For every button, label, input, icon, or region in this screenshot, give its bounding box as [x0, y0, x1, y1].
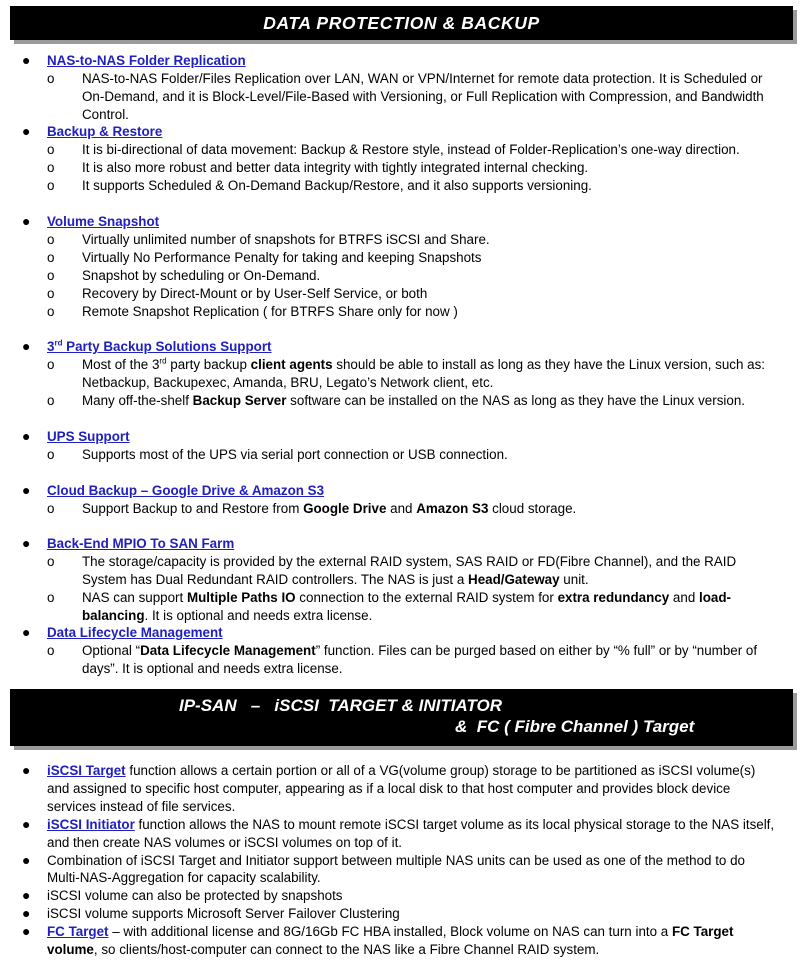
list-item: Virtually unlimited number of snapshots for BTRFS iSCSI and Share. — [82, 231, 490, 247]
list-item: It is bi-directional of data movement: Backup & Restore style, instead of Folder-Replication’s one-way direction. — [82, 141, 740, 157]
bullet-icon: ● — [22, 338, 31, 354]
list-item: iSCSI volume can also be protected by snapshots — [47, 888, 343, 904]
sub-bullet-icon: o — [47, 249, 55, 265]
bullet-icon: ● — [22, 123, 31, 139]
bullet-icon: ● — [22, 624, 31, 640]
link-ups-support[interactable]: UPS Support — [47, 429, 130, 444]
list-item: Many off-the-shelf Backup Server software can be installed on the NAS as long as they have the Linux version. — [82, 392, 745, 408]
list-item: Remote Snapshot Replication ( for BTRFS Share only for now ) — [82, 303, 458, 319]
section-volume-snapshot — [0, 213, 800, 320]
link-iscsi-target[interactable]: iSCSI Target — [47, 763, 126, 778]
link-volume-snapshot[interactable]: Volume Snapshot — [47, 214, 160, 229]
sub-bullet-icon: o — [47, 446, 55, 462]
sub-bullet-icon: o — [47, 177, 55, 193]
list-item: NAS can support Multiple Paths IO connection to the external RAID system for extra redundancy and load-balancing. It is optional and needs extra license. — [82, 589, 731, 623]
sub-bullet-icon: o — [47, 231, 55, 247]
bullet-icon: ● — [22, 428, 31, 444]
link-nas-replication[interactable]: NAS-to-NAS Folder Replication — [47, 53, 246, 68]
section-banner-data-protection — [10, 6, 793, 40]
section-nas-replication — [0, 52, 800, 124]
link-third-party[interactable]: 3rd Party Backup Solutions Support — [47, 338, 272, 354]
list-item: function allows the NAS to mount remote iSCSI target volume as its local physical storage to the NAS itself, and then create NAS volumes or iSCSI volumes on top of it. — [47, 816, 775, 850]
section-mpio — [0, 535, 800, 625]
list-item: It is also more robust and better data integrity with tightly integrated internal checking. — [82, 159, 589, 175]
bullet-icon: ● — [22, 851, 31, 868]
list-item: The storage/capacity is provided by the external RAID system, SAS RAID or FD(Fibre Channel), and the RAID System has Dual Redundant RAID controllers. The NAS is just a Head/Gateway unit. — [82, 553, 737, 587]
bullet-icon: ● — [22, 923, 31, 940]
sub-bullet-icon: o — [47, 356, 55, 372]
list-item: function allows a certain portion or all of a VG(volume group) storage to be partitioned as iSCSI volume(s) and assigned to specific host computer, appearing as if a local disk to that host computer and provides block device services instead of file services. — [47, 763, 756, 814]
section-banner-ip-san — [10, 689, 793, 746]
list-item: Virtually No Performance Penalty for taking and keeping Snapshots — [82, 249, 482, 265]
bullet-icon: ● — [22, 535, 31, 551]
link-mpio[interactable]: Back-End MPIO To SAN Farm — [47, 536, 235, 551]
bullet-icon: ● — [22, 482, 31, 498]
link-cloud-backup[interactable]: Cloud Backup – Google Drive & Amazon S3 — [47, 483, 325, 498]
sub-bullet-icon: o — [47, 500, 55, 516]
list-item: Optional “Data Lifecycle Management” function. Files can be purged based on either by “% full” or by “number of days”. It is optional and needs extra license. — [82, 642, 758, 676]
sub-bullet-icon: o — [47, 159, 55, 175]
banner-title-line2: & FC ( Fibre Channel ) Target — [455, 717, 695, 736]
bullet-icon: ● — [22, 887, 31, 904]
sub-bullet-icon: o — [47, 303, 55, 319]
list-item: iSCSI volume supports Microsoft Server Failover Clustering — [47, 906, 400, 922]
list-item: Most of the 3rd party backup client agents should be able to install as long as they have the Linux version, such as: Netbackup, Backupexec, Amanda, BRU, Legato’s Network client, etc. — [82, 356, 766, 390]
sub-bullet-icon: o — [47, 285, 55, 301]
list-item: – with additional license and 8G/16Gb FC HBA installed, Block volume on NAS can turn into a FC Target volume, so clients/host-computer can connect to the NAS like a Fibre Channel RAID system. — [47, 924, 734, 958]
bullet-icon: ● — [22, 905, 31, 922]
section-ups — [0, 428, 800, 464]
sub-bullet-icon: o — [47, 141, 55, 157]
list-item: Support Backup to and Restore from Google Drive and Amazon S3 cloud storage. — [82, 500, 577, 516]
sub-bullet-icon: o — [47, 392, 55, 408]
link-backup-restore[interactable]: Backup & Restore — [47, 124, 163, 139]
section-third-party — [0, 338, 800, 410]
list-item: It supports Scheduled & On-Demand Backup/Restore, and it also supports versioning. — [82, 177, 592, 193]
bullet-icon: ● — [22, 815, 31, 832]
list-item: NAS-to-NAS Folder/Files Replication over LAN, WAN or VPN/Internet for remote data protection. It is Scheduled or On-Demand, and it is Block-Level/File-Based with Versioning, or Full Replication with Compression, and Bandwidth Control. — [82, 70, 764, 122]
list-item: Supports most of the UPS via serial port connection or USB connection. — [82, 446, 508, 462]
bullet-icon: ● — [22, 213, 31, 229]
list-item: Combination of iSCSI Target and Initiator support between multiple NAS units can be used as one of the method to do Multi-NAS-Aggregation for capacity scalability. — [47, 852, 745, 886]
section-data-lifecycle — [0, 624, 800, 678]
sub-bullet-icon: o — [47, 553, 55, 569]
banner-title-line1: IP-SAN – iSCSI TARGET & INITIATOR — [179, 696, 503, 715]
sub-bullet-icon: o — [47, 589, 55, 605]
link-fc-target[interactable]: FC Target — [47, 924, 109, 940]
link-iscsi-initiator[interactable]: iSCSI Initiator — [47, 816, 135, 832]
bullet-icon: ● — [22, 52, 31, 68]
bullet-icon: ● — [22, 762, 31, 778]
section-ip-san-list — [0, 762, 800, 959]
section-backup-restore — [0, 123, 800, 195]
sub-bullet-icon: o — [47, 70, 55, 86]
sub-bullet-icon: o — [47, 642, 55, 658]
banner-title: DATA PROTECTION & BACKUP — [263, 13, 540, 33]
sub-bullet-icon: o — [47, 267, 55, 283]
section-cloud-backup — [0, 482, 800, 518]
link-data-lifecycle[interactable]: Data Lifecycle Management — [47, 625, 223, 640]
list-item: Snapshot by scheduling or On-Demand. — [82, 267, 321, 283]
list-item: Recovery by Direct-Mount or by User-Self Service, or both — [82, 285, 428, 301]
